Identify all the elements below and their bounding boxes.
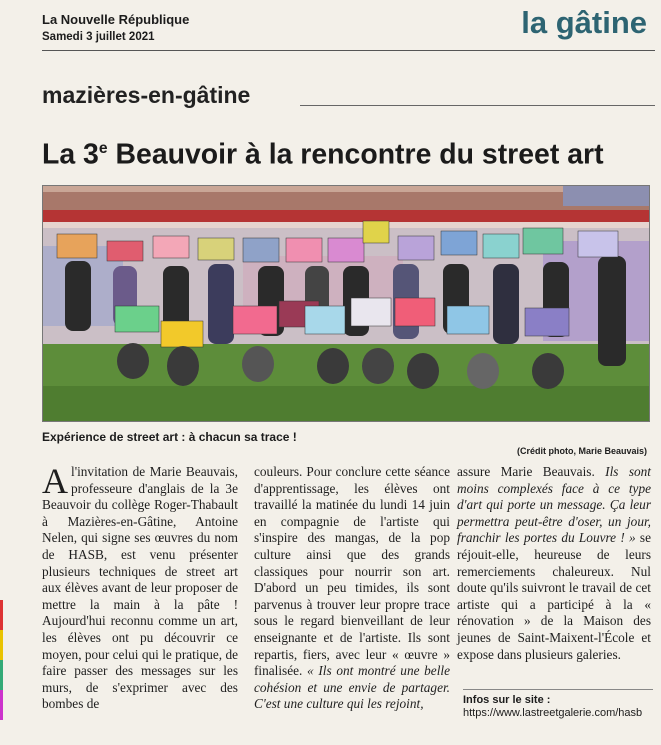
newspaper-name: La Nouvelle République [42,12,190,27]
info-link[interactable]: https://www.lastreetgalerie.com/hasb [463,707,643,719]
article-column-3 [457,464,651,663]
headline-part: La 3 [42,138,99,171]
divider [42,50,655,51]
article-photo [42,185,650,422]
issue-date: Samedi 3 juillet 2021 [42,31,155,43]
headline-part: Beauvoir à la rencontre du street art [107,138,604,171]
quote-text: « Ils ont montré une belle cohésion et une envie de partager. C'est une culture qui les rejoint, [254,663,450,712]
info-box [463,689,653,720]
body-text: se réjouit-elle, heureuse de leurs remerciements chaleureux. Nul doute qu'ils suivront le travail de cet artiste qui a participé à la « rénovation » de la Maison des jeunes de Saint-Maixent-l'École et expose dans plusieurs galeries. [457,530,652,662]
photo-credit: (Crédit photo, Marie Beauvais) [516,446,647,456]
color-stripe [0,600,3,720]
body-text: couleurs. Pour conclure cette séance d'apprentissage, les élèves ont travaillé la matinée du lundi 14 juin en compagnie de l'artiste qui s'inspire des mangas, de la pop culture ainsi que des grands classiques pour nourrir son art. D'abord un peu timides, ils sont parvenus à trouver leur propre trace sous le regard bienveillant de leur enseignante et de l'artiste. Ils sont repartis, fiers, avec leur « œuvre » finalisée. [254,464,450,679]
quote-text: Ils sont moins complexés face à ce type d'art qui porte un message. Ça leur permettra peut-être d'oser, un jour, franchir les portes du Louvre ! » [457,464,651,546]
article-column-2 [254,464,450,713]
body-text: assure Marie Beauvais. [457,464,595,479]
divider [300,105,655,106]
drop-cap: A [42,461,68,501]
article-column-1 [42,461,238,713]
section-title: la gâtine [521,5,647,40]
body-text: l'invitation de Marie Beauvais, professeure d'anglais de la 3e Beauvoir du collège Roger-Thabault à Mazières-en-Gâtine, Antoine Nelen, qui signe ses œuvres du nom de HASB, est venu présenter plusieurs techniques de street art aux élèves avant de leur proposer de mettre la main à la pâte ! Aujourd'hui reconnu comme un art, les élèves ont pu découvrir ce moyen, pour celui qui le pratique, de faire passer des messages sur les murs, de s'exprimer avec des bombes de [42,464,238,712]
info-label: Infos sur le site : [463,694,551,706]
town-heading: mazières-en-gâtine [42,82,251,108]
headline-superscript: e [98,140,108,157]
photo-caption: Expérience de street art : à chacun sa trace ! [42,430,297,444]
masthead [42,12,189,44]
article-headline [42,132,640,172]
